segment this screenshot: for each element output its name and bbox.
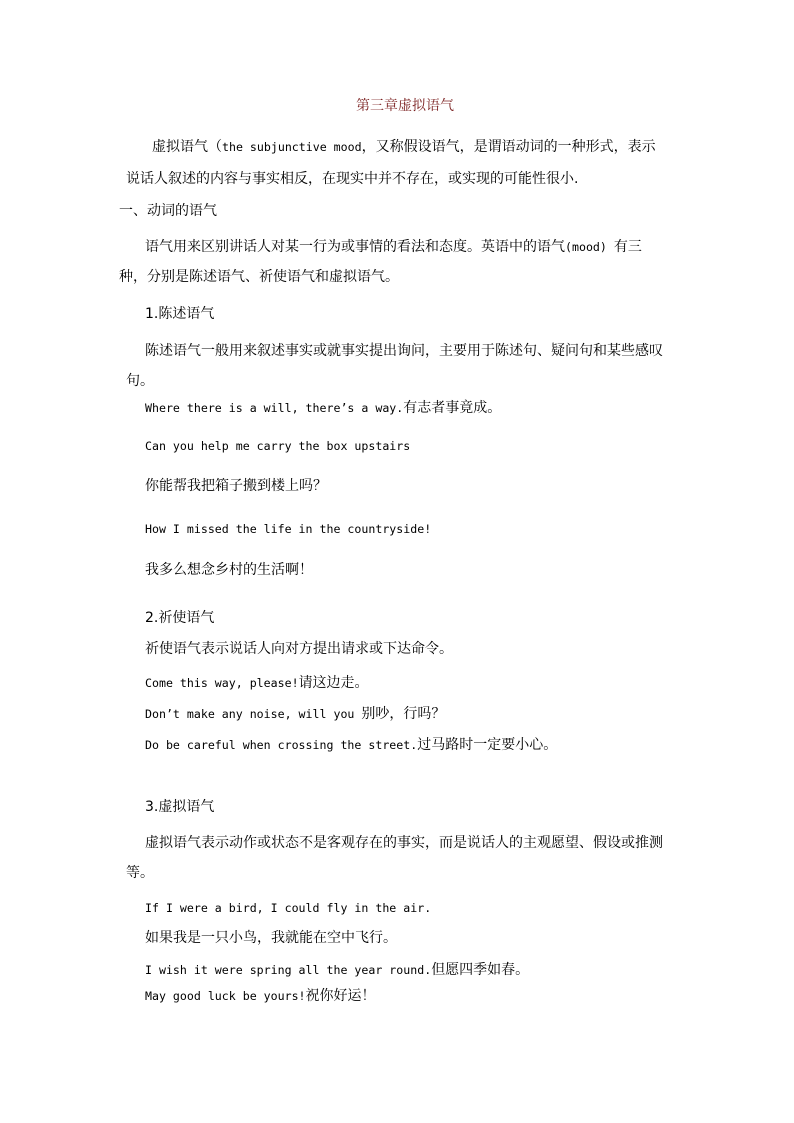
indicative-example-3-chinese: 我多么想念乡村的生活啊！ [145, 562, 313, 578]
indicative-example-1 [145, 399, 501, 417]
subjunctive-example-2 [145, 961, 529, 979]
mood-paragraph-line-1 [145, 238, 642, 256]
mood-text-tail: 有三 [613, 239, 642, 255]
subjunctive-example-1-chinese: 如果我是一只小鸟，我就能在空中飞行。 [145, 930, 397, 946]
subjunctive-example-3 [145, 987, 376, 1005]
subsection-heading-subjunctive: 3.虚拟语气 [145, 799, 215, 815]
example-english: Don’t make any noise, will you [145, 707, 362, 721]
mood-text: 语气用来区别讲话人对某一行为或事情的看法和态度。英语中的语气 [145, 239, 565, 255]
page-title: 第三章虚拟语气 [356, 98, 454, 114]
subjunctive-description-line-2: 等。 [126, 865, 154, 881]
intro-paragraph-line-2: 说话人叙述的内容与事实相反，在现实中并不存在，或实现的可能性很小. [126, 171, 579, 187]
subjunctive-example-1-english: If I were a bird, I could fly in the air. [145, 901, 432, 915]
example-english: Where there is a will, there’s a way. [145, 401, 404, 415]
subsection-heading-indicative: 1.陈述语气 [145, 306, 215, 322]
example-chinese: 但愿四季如春。 [431, 962, 530, 978]
example-english: I wish it were spring all the year round. [145, 963, 432, 977]
example-chinese: 有志者事竟成。 [403, 400, 502, 416]
indicative-example-2-english: Can you help me carry the box upstairs [145, 439, 411, 453]
section-heading: 一、动词的语气 [119, 203, 217, 219]
imperative-example-1 [145, 674, 369, 692]
subjunctive-description-line-1: 虚拟语气表示动作或状态不是客观存在的事实，而是说话人的主观愿望、假设或推测 [145, 835, 663, 851]
example-chinese: 请这边走。 [298, 675, 369, 691]
mood-paragraph-line-2: 种，分别是陈述语气、祈使语气和虚拟语气。 [119, 269, 399, 285]
example-english: May good luck be yours! [145, 989, 306, 1003]
intro-text: 虚拟语气（ [152, 139, 222, 155]
example-english: Come this way, please! [145, 676, 299, 690]
example-english: Do be careful when crossing the street. [145, 738, 418, 752]
indicative-example-3-english: How I missed the life in the countryside! [145, 522, 432, 536]
indicative-description-line-2: 句。 [126, 373, 154, 389]
intro-paragraph-line-1 [152, 138, 656, 156]
intro-english-term: the subjunctive mood [222, 140, 362, 154]
example-chinese: 祝你好运！ [305, 988, 376, 1004]
indicative-description-line-1: 陈述语气一般用来叙述事实或就事实提出询问，主要用于陈述句、疑问句和某些感叹 [145, 343, 663, 359]
example-chinese: 过马路时一定要小心。 [417, 737, 558, 753]
imperative-example-3 [145, 736, 557, 754]
imperative-example-2 [145, 705, 445, 723]
subsection-heading-imperative: 2.祈使语气 [145, 610, 215, 626]
example-chinese: 别吵，行吗？ [361, 706, 446, 722]
imperative-description: 祈使语气表示说话人向对方提出请求或下达命令。 [145, 641, 453, 657]
mood-english-term: (mood) [565, 240, 614, 254]
intro-text-tail: ，又称假设语气，是谓语动词的一种形式，表示 [361, 139, 656, 155]
indicative-example-2-chinese: 你能帮我把箱子搬到楼上吗？ [145, 478, 327, 494]
